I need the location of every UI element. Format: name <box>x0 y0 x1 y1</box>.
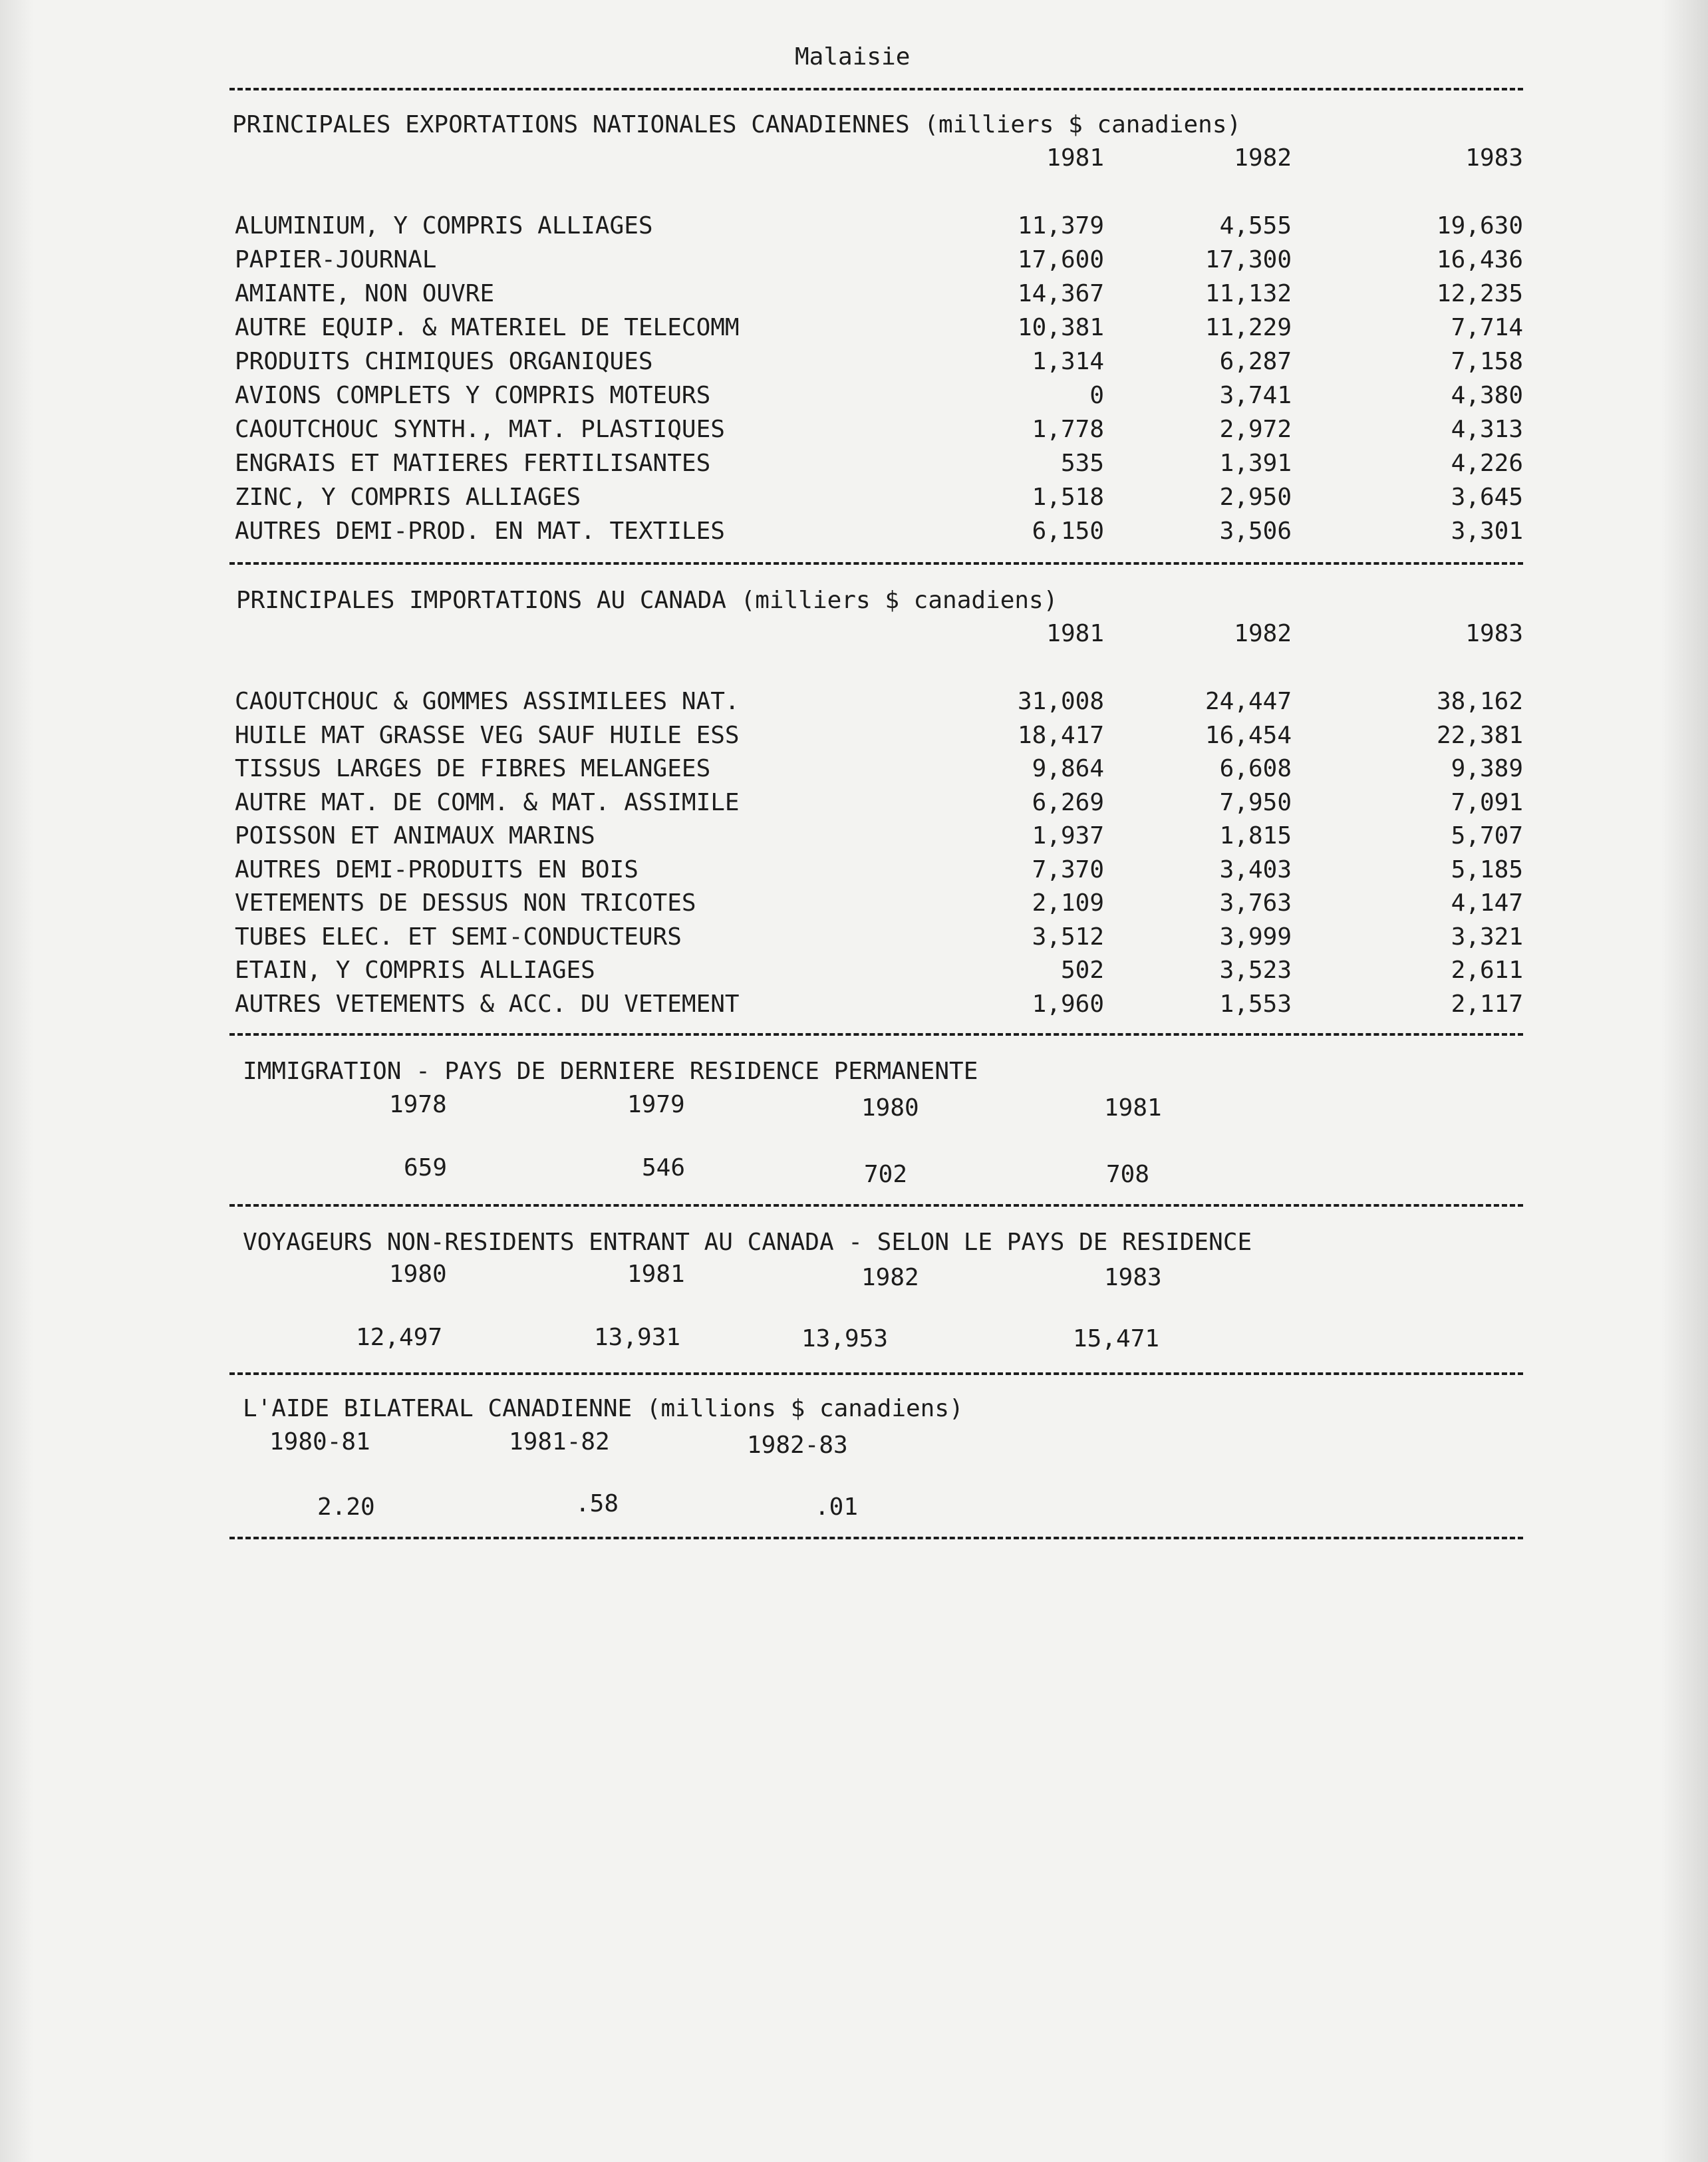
imports-year-1981: 1981 <box>1046 620 1104 647</box>
row-label: AUTRES DEMI-PROD. EN MAT. TEXTILES <box>235 518 725 545</box>
row-value-1981: 17,600 <box>1017 246 1104 273</box>
aid-year: 1982-83 <box>747 1432 848 1459</box>
row-value-1981: 6,150 <box>1032 518 1104 545</box>
row-value-1983: 12,235 <box>1436 280 1523 307</box>
row-value-1982: 2,950 <box>1219 484 1292 511</box>
row-value-1981: 11,379 <box>1017 212 1104 239</box>
row-label: ETAIN, Y COMPRIS ALLIAGES <box>235 957 595 984</box>
divider <box>229 1537 1523 1539</box>
row-value-1982: 11,132 <box>1205 280 1292 307</box>
row-value-1983: 2,611 <box>1451 957 1523 984</box>
row-value-1983: 4,380 <box>1451 382 1523 409</box>
exports-year-1982: 1982 <box>1234 144 1292 172</box>
row-value-1982: 2,972 <box>1219 416 1292 443</box>
imports-title: PRINCIPALES IMPORTATIONS AU CANADA (milliers $ canadiens) <box>236 587 1058 614</box>
row-value-1983: 7,714 <box>1451 314 1523 341</box>
aid-value: .01 <box>815 1493 859 1521</box>
visitors-value: 12,497 <box>356 1324 443 1351</box>
row-value-1983: 7,091 <box>1451 788 1523 816</box>
aid-year: 1981-82 <box>509 1428 610 1456</box>
row-label: AUTRE EQUIP. & MATERIEL DE TELECOMM <box>235 314 740 341</box>
row-value-1981: 10,381 <box>1017 314 1104 341</box>
row-value-1982: 3,741 <box>1219 382 1292 409</box>
row-label: CAOUTCHOUC SYNTH., MAT. PLASTIQUES <box>235 416 725 443</box>
row-value-1982: 7,950 <box>1219 788 1292 816</box>
row-value-1982: 24,447 <box>1205 688 1292 715</box>
immigration-year: 1981 <box>1104 1094 1162 1122</box>
immigration-value: 708 <box>1106 1161 1150 1188</box>
row-value-1983: 3,321 <box>1451 923 1523 951</box>
row-value-1982: 16,454 <box>1205 721 1292 749</box>
page-title: Malaisie <box>795 43 911 71</box>
row-value-1983: 4,147 <box>1451 889 1523 917</box>
row-value-1981: 7,370 <box>1032 855 1104 883</box>
row-value-1983: 3,301 <box>1451 518 1523 545</box>
row-value-1981: 1,778 <box>1032 416 1104 443</box>
row-value-1982: 3,403 <box>1219 855 1292 883</box>
immigration-value: 546 <box>642 1154 686 1181</box>
row-value-1983: 19,630 <box>1436 212 1523 239</box>
row-value-1983: 2,117 <box>1451 990 1523 1018</box>
aid-title: L'AIDE BILATERAL CANADIENNE (millions $ canadiens) <box>243 1395 964 1422</box>
aid-value: 2.20 <box>317 1493 375 1521</box>
row-value-1981: 2,109 <box>1032 889 1104 917</box>
page-shadow-right <box>1661 0 1708 2162</box>
row-label: AUTRE MAT. DE COMM. & MAT. ASSIMILE <box>235 788 740 816</box>
row-label: ENGRAIS ET MATIERES FERTILISANTES <box>235 450 711 477</box>
row-value-1981: 18,417 <box>1017 721 1104 749</box>
row-value-1981: 14,367 <box>1017 280 1104 307</box>
row-value-1982: 1,815 <box>1219 822 1292 849</box>
row-value-1981: 502 <box>1060 957 1104 984</box>
aid-year: 1980-81 <box>269 1428 370 1456</box>
row-value-1982: 6,287 <box>1219 348 1292 375</box>
row-value-1982: 3,763 <box>1219 889 1292 917</box>
page-shadow-left <box>0 0 33 2162</box>
row-value-1982: 3,523 <box>1219 957 1292 984</box>
row-label: VETEMENTS DE DESSUS NON TRICOTES <box>235 889 696 917</box>
row-value-1983: 16,436 <box>1436 246 1523 273</box>
row-label: ZINC, Y COMPRIS ALLIAGES <box>235 484 581 511</box>
exports-year-1981: 1981 <box>1046 144 1104 172</box>
visitors-year: 1982 <box>861 1264 919 1291</box>
row-value-1981: 1,314 <box>1032 348 1104 375</box>
row-value-1982: 3,999 <box>1219 923 1292 951</box>
row-label: POISSON ET ANIMAUX MARINS <box>235 822 595 849</box>
row-value-1981: 3,512 <box>1032 923 1104 951</box>
visitors-year: 1981 <box>627 1261 685 1288</box>
row-label: TUBES ELEC. ET SEMI-CONDUCTEURS <box>235 923 682 951</box>
row-value-1983: 3,645 <box>1451 484 1523 511</box>
row-value-1981: 0 <box>1089 382 1104 409</box>
exports-title: PRINCIPALES EXPORTATIONS NATIONALES CANADIENNES (milliers $ canadiens) <box>232 111 1242 138</box>
row-label: AMIANTE, NON OUVRE <box>235 280 495 307</box>
row-value-1982: 1,391 <box>1219 450 1292 477</box>
visitors-title: VOYAGEURS NON-RESIDENTS ENTRANT AU CANADA - SELON LE PAYS DE RESIDENCE <box>243 1229 1252 1256</box>
row-value-1981: 1,960 <box>1032 990 1104 1018</box>
row-value-1981: 535 <box>1060 450 1104 477</box>
divider <box>229 1033 1523 1036</box>
row-label: AUTRES DEMI-PRODUITS EN BOIS <box>235 855 639 883</box>
row-value-1982: 4,555 <box>1219 212 1292 239</box>
row-value-1982: 1,553 <box>1219 990 1292 1018</box>
row-label: PAPIER-JOURNAL <box>235 246 437 273</box>
row-value-1983: 9,389 <box>1451 755 1523 782</box>
row-label: AVIONS COMPLETS Y COMPRIS MOTEURS <box>235 382 711 409</box>
visitors-value: 13,953 <box>801 1325 889 1352</box>
row-label: TISSUS LARGES DE FIBRES MELANGEES <box>235 755 711 782</box>
row-value-1982: 6,608 <box>1219 755 1292 782</box>
visitors-value: 13,931 <box>594 1324 681 1351</box>
row-value-1983: 38,162 <box>1436 688 1523 715</box>
visitors-year: 1980 <box>389 1261 447 1288</box>
imports-year-1983: 1983 <box>1465 620 1523 647</box>
row-label: CAOUTCHOUC & GOMMES ASSIMILEES NAT. <box>235 688 740 715</box>
immigration-value: 659 <box>404 1154 448 1181</box>
row-value-1983: 5,707 <box>1451 822 1523 849</box>
row-value-1983: 7,158 <box>1451 348 1523 375</box>
row-value-1982: 11,229 <box>1205 314 1292 341</box>
immigration-title: IMMIGRATION - PAYS DE DERNIERE RESIDENCE PERMANENTE <box>243 1058 978 1085</box>
divider <box>229 1204 1523 1207</box>
row-label: PRODUITS CHIMIQUES ORGANIQUES <box>235 348 653 375</box>
row-value-1983: 4,313 <box>1451 416 1523 443</box>
immigration-year: 1978 <box>389 1091 447 1118</box>
row-value-1981: 9,864 <box>1032 755 1104 782</box>
row-value-1981: 6,269 <box>1032 788 1104 816</box>
row-label: ALUMINIUM, Y COMPRIS ALLIAGES <box>235 212 653 239</box>
row-value-1981: 31,008 <box>1017 688 1104 715</box>
divider <box>229 1372 1523 1375</box>
divider <box>229 88 1523 90</box>
divider <box>229 562 1523 565</box>
aid-value: .58 <box>575 1490 619 1517</box>
immigration-value: 702 <box>864 1161 908 1188</box>
row-value-1982: 17,300 <box>1205 246 1292 273</box>
row-value-1983: 5,185 <box>1451 855 1523 883</box>
row-value-1981: 1,518 <box>1032 484 1104 511</box>
row-label: AUTRES VETEMENTS & ACC. DU VETEMENT <box>235 990 740 1018</box>
immigration-year: 1979 <box>627 1091 685 1118</box>
imports-year-1982: 1982 <box>1234 620 1292 647</box>
row-value-1981: 1,937 <box>1032 822 1104 849</box>
row-value-1983: 4,226 <box>1451 450 1523 477</box>
immigration-year: 1980 <box>861 1094 919 1122</box>
row-value-1982: 3,506 <box>1219 518 1292 545</box>
row-label: HUILE MAT GRASSE VEG SAUF HUILE ESS <box>235 721 740 749</box>
row-value-1983: 22,381 <box>1436 721 1523 749</box>
visitors-year: 1983 <box>1104 1264 1162 1291</box>
visitors-value: 15,471 <box>1073 1325 1160 1352</box>
exports-year-1983: 1983 <box>1465 144 1523 172</box>
